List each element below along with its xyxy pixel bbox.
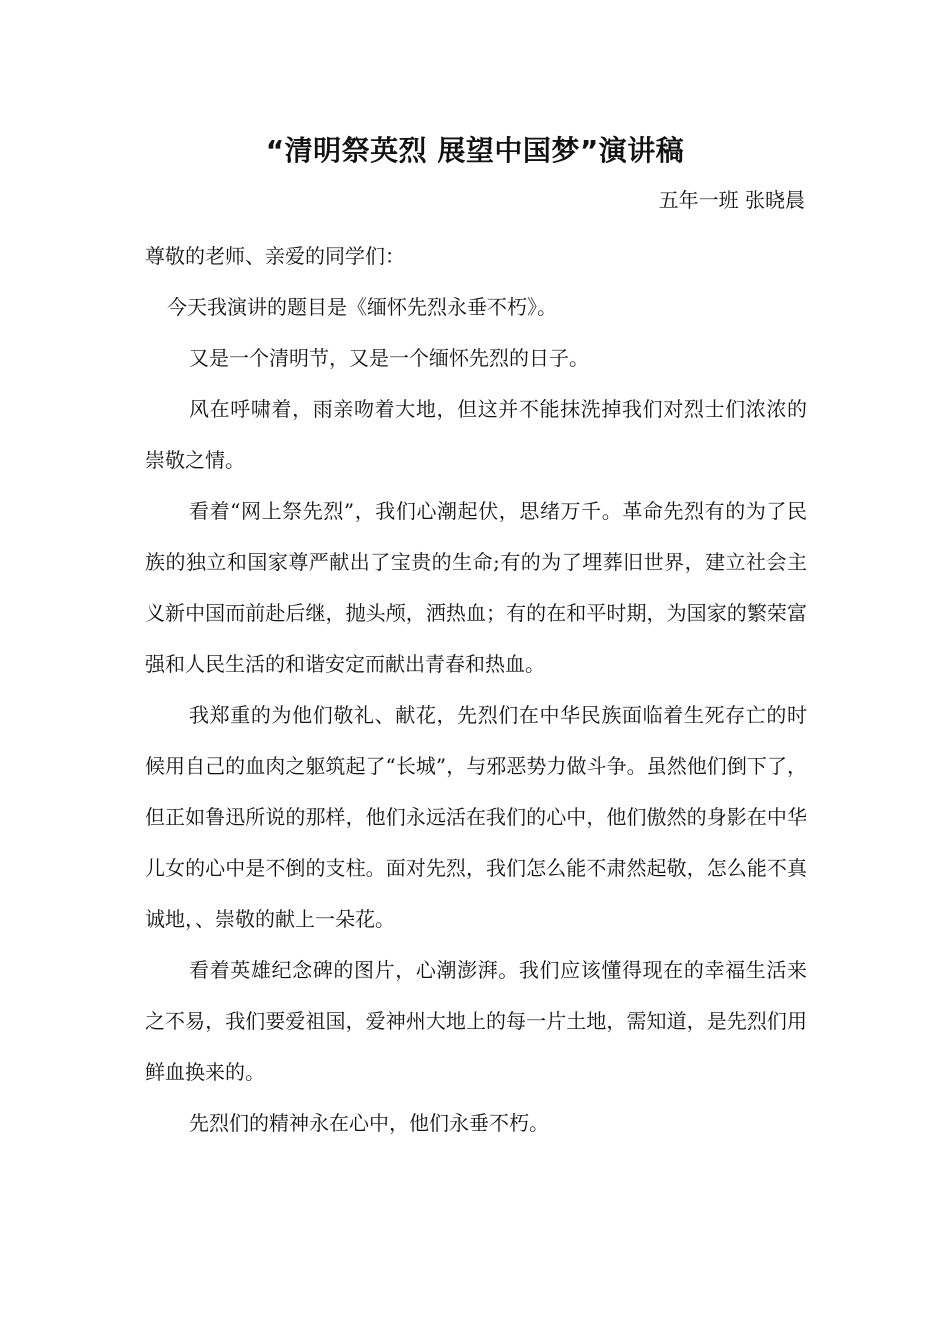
paragraph-5: 看着英雄纪念碑的图片，心潮澎湃。我们应该懂得现在的幸福生活来之不易，我们要爱祖国，爱神州大地上的每一片土地，需知道，是先烈们用鲜血换来的。 [145, 958, 807, 1084]
document-title: “清明祭英烈 展望中国梦”演讲稿 [265, 134, 685, 167]
speech-body [145, 231, 807, 1149]
paragraph-2: 风在呼啸着，雨亲吻着大地，但这并不能抹洗掉我们对烈士们浓浓的崇敬之情。 [145, 397, 807, 472]
paragraph-4: 我郑重的为他们敬礼、献花，先烈们在中华民族面临着生死存亡的时候用自己的血肉之躯筑起了“长城”，与邪恶势力做斗争。虽然他们倒下了，但正如鲁迅所说的那样，他们永远活在我们的心中，他们傲然的身影在中华儿女的心中是不倒的支柱。面对先烈，我们怎么能不肃然起敬，怎么能不真诚地，、崇敬的献上一朵花。 [145, 703, 807, 931]
paragraph-3: 看着“网上祭先烈”，我们心潮起伏，思绪万千。革命先烈有的为了民族的独立和国家尊严献出了宝贵的生命;有的为了埋葬旧世界，建立社会主义新中国而前赴后继，抛头颅，洒热血；有的在和平时期，为国家的繁荣富强和人民生活的和谐安定而献出青春和热血。 [145, 499, 807, 676]
paragraph-6: 先烈们的精神永在心中，他们永垂不朽。 [189, 1111, 549, 1135]
author-line: 五年一班 张晓晨 [658, 188, 805, 212]
paragraph-1: 又是一个清明节，又是一个缅怀先烈的日子。 [189, 346, 589, 370]
greeting: 尊敬的老师、亲爱的同学们： [145, 244, 405, 268]
topic-line: 今天我演讲的题目是《缅怀先烈永垂不朽》。 [167, 295, 557, 319]
